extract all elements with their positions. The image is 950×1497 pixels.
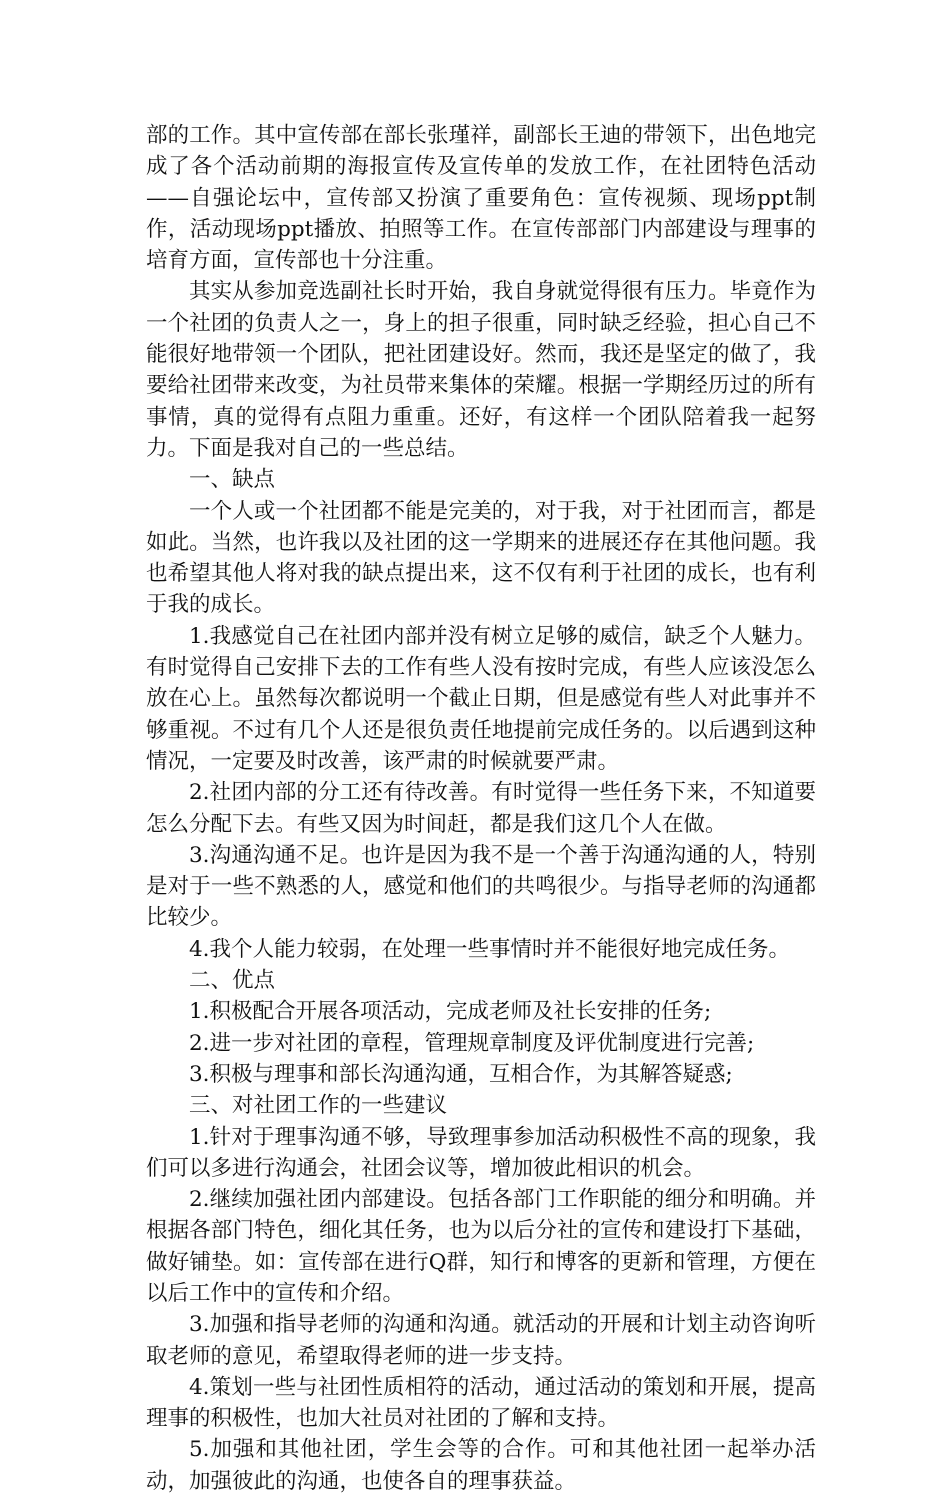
shortcoming-item-2: 2.社团内部的分工还有待改善。有时觉得一些任务下来，不知道要怎么分配下去。有些又因为时间赶，都是我们这几个人在做。 bbox=[146, 780, 816, 837]
shortcoming-item-1: 1.我感觉自己在社团内部并没有树立足够的威信，缺乏个人魅力。有时觉得自己安排下去的工作有些人没有按时完成，有些人应该没怎么放在心上。虽然每次都说明一个截止日期，但是感觉有些人对此事并不够重视。不过有几个人还是很负责任地提前完成任务的。以后遇到这种情况，一定要及时改善，该严肃的时候就要严肃。 bbox=[146, 623, 816, 774]
suggestion-item-3: 3.加强和指导老师的沟通和沟通。就活动的开展和计划主动咨询听取老师的意见，希望取得老师的进一步支持。 bbox=[146, 1312, 816, 1369]
suggestion-item-5: 5.加强和其他社团，学生会等的合作。可和其他社团一起举办活动，加强彼此的沟通，也使各自的理事获益。 bbox=[146, 1437, 816, 1494]
heading-strengths: 二、优点 bbox=[189, 968, 276, 994]
document-body bbox=[146, 120, 816, 1497]
shortcoming-item-3: 3.沟通沟通不足。也许是因为我不是一个善于沟通沟通的人，特别是对于一些不熟悉的人，感觉和他们的共鸣很少。与指导老师的沟通都比较少。 bbox=[146, 842, 816, 931]
suggestion-item-4: 4.策划一些与社团性质相符的活动，通过活动的策划和开展，提高理事的积极性，也加大社员对社团的了解和支持。 bbox=[146, 1374, 816, 1432]
shortcoming-item-4: 4.我个人能力较弱，在处理一些事情时并不能很好地完成任务。 bbox=[189, 936, 791, 962]
heading-shortcomings: 一、缺点 bbox=[189, 467, 276, 493]
strength-item-2: 2.进一步对社团的章程，管理规章制度及评优制度进行完善; bbox=[189, 1030, 755, 1056]
paragraph-shortcomings-intro: 一个人或一个社团都不能是完美的，对于我，对于社团而言，都是如此。当然，也许我以及社团的这一学期来的进展还存在其他问题。我也希望其他人将对我的缺点提出来，这不仅有利于社团的成长，也有利于我的成长。 bbox=[146, 498, 816, 618]
paragraph-propaganda-dept: 部的工作。其中宣传部在部长张瑾祥，副部长王迪的带领下，出色地完成了各个活动前期的海报宣传及宣传单的发放工作，在社团特色活动——自强论坛中，宣传部又扮演了重要角色：宣传视频、现场ppt制作，活动现场ppt播放、拍照等工作。在宣传部部门内部建设与理事的培育方面，宣传部也十分注重。 bbox=[146, 123, 816, 274]
heading-suggestions: 三、对社团工作的一些建议 bbox=[189, 1093, 448, 1119]
suggestion-item-2: 2.继续加强社团内部建设。包括各部门工作职能的细分和明确。并根据各部门特色，细化其任务，也为以后分社的宣传和建设打下基础，做好铺垫。如：宣传部在进行Q群，知行和博客的更新和管理，方便在以后工作中的宣传和介绍。 bbox=[146, 1187, 816, 1306]
paragraph-self-reflection: 其实从参加竞选副社长时开始，我自身就觉得很有压力。毕竟作为一个社团的负责人之一，身上的担子很重，同时缺乏经验，担心自己不能很好地带领一个团队，把社团建设好。然而，我还是坚定的做了，我要给社团带来改变，为社员带来集体的荣耀。根据一学期经历过的所有事情，真的觉得有点阻力重重。还好，有这样一个团队陪着我一起努力。下面是我对自己的一些总结。 bbox=[146, 279, 816, 461]
strength-item-1: 1.积极配合开展各项活动，完成老师及社长安排的任务; bbox=[189, 999, 712, 1025]
strength-item-3: 3.积极与理事和部长沟通沟通，互相合作，为其解答疑惑; bbox=[189, 1061, 733, 1087]
suggestion-item-1: 1.针对于理事沟通不够，导致理事参加活动积极性不高的现象，我们可以多进行沟通会，社团会议等，增加彼此相识的机会。 bbox=[146, 1124, 816, 1181]
